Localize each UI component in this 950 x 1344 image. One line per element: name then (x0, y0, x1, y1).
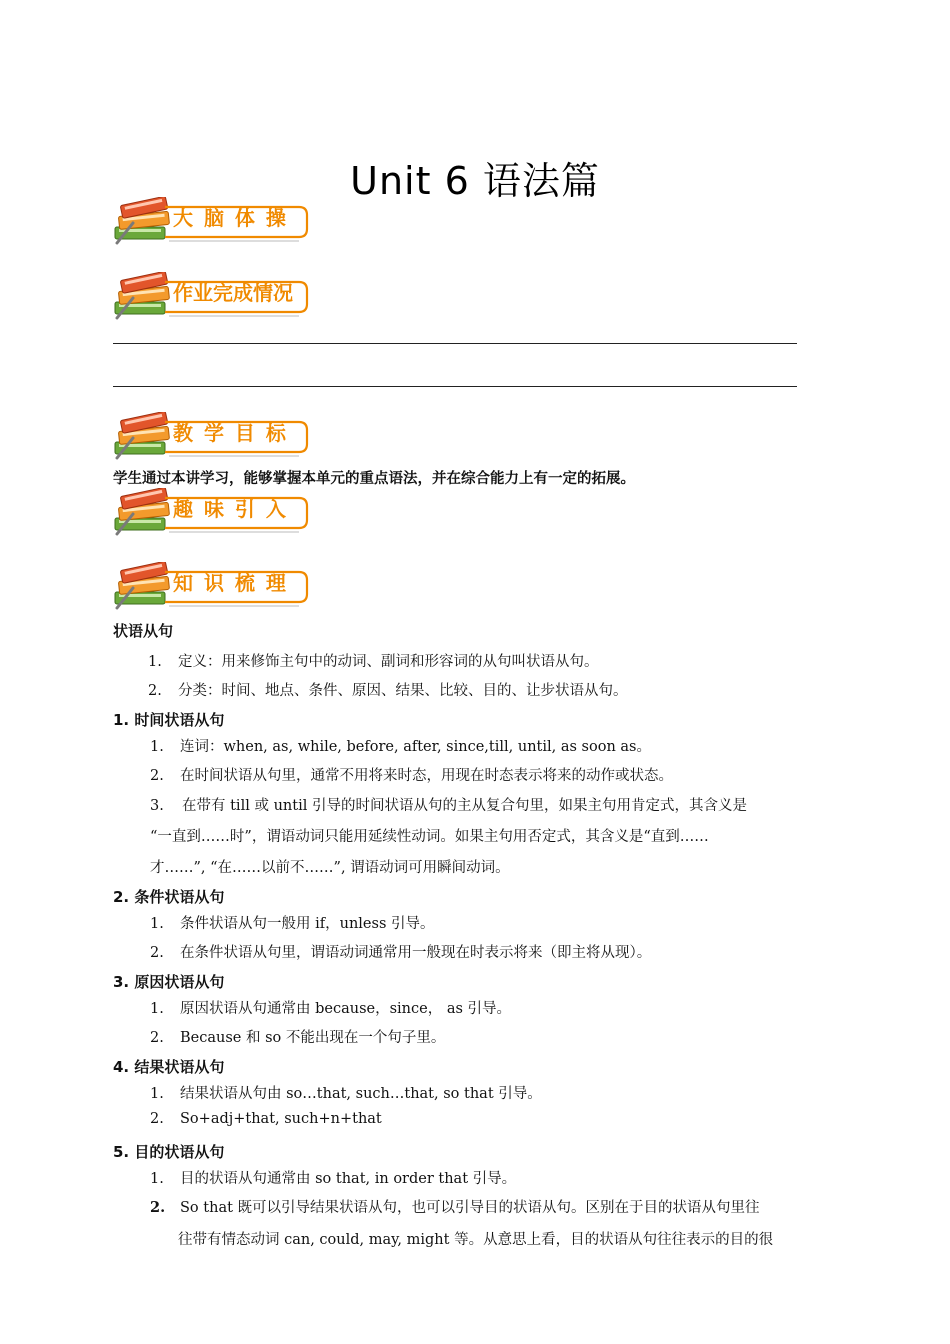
list-item: 2. 在条件状语从句里，谓语动词通常用一般现在时表示将来（即主将从现）。 (150, 945, 652, 961)
badge-label: 趣 味 引 入 (173, 497, 288, 521)
list-item: 1. 结果状语从句由 so…that, such…that, so that 引导。 (150, 1086, 542, 1102)
heading-reason-clause: 3. 原因状语从句 (113, 973, 225, 991)
badge-teaching-goals (113, 412, 313, 462)
answer-line-2 (113, 386, 797, 387)
goal-text: 学生通过本讲学习，能够掌握本单元的重点语法，并在综合能力上有一定的拓展。 (113, 471, 635, 487)
list-item: 2. Because 和 so 不能出现在一个句子里。 (150, 1030, 446, 1046)
list-item: 2. So that 既可以引导结果状语从句，也可以引导目的状语从句。区别在于目的状语从句里往 (150, 1199, 760, 1216)
heading-condition-clause: 2. 条件状语从句 (113, 888, 225, 906)
badge-homework-status (113, 272, 313, 322)
list-item: 2. 分类：时间、地点、条件、原因、结果、比较、目的、让步状语从句。 (148, 683, 628, 699)
badge-label: 作业完成情况 (173, 281, 293, 305)
section-title: 状语从句 (113, 622, 174, 640)
badge-label: 知 识 梳 理 (173, 571, 288, 595)
list-item: 1. 定义：用来修饰主句中的动词、副词和形容词的从句叫状语从句。 (148, 654, 599, 670)
answer-line-1 (113, 343, 797, 344)
list-item: 1. 条件状语从句一般用 if，unless 引导。 (150, 916, 435, 932)
list-item-continuation: 往带有情态动词 can, could, may, might 等。从意思上看，目的状语从句往往表示的目的很 (178, 1232, 774, 1248)
badge-label: 大 脑 体 操 (173, 206, 288, 230)
list-item: 2. So+adj+that, such+n+that (150, 1111, 382, 1127)
heading-purpose-clause: 5. 目的状语从句 (113, 1143, 225, 1161)
list-item: 1. 原因状语从句通常由 because，since， as 引导。 (150, 1001, 512, 1017)
list-item: 1. 目的状语从句通常由 so that, in order that 引导。 (150, 1171, 517, 1187)
badge-fun-intro (113, 488, 313, 538)
list-item-continuation: 才……”, “在……以前不……”, 谓语动词可用瞬间动词。 (150, 860, 510, 876)
list-item: 3. 在带有 till 或 until 引导的时间状语从句的主从复合句里，如果主句用肯定式，其含义是 (150, 798, 747, 814)
list-item: 1. 连词：when, as, while, before, after, since,till, until, as soon as。 (150, 739, 651, 755)
heading-result-clause: 4. 结果状语从句 (113, 1058, 225, 1076)
badge-label: 教 学 目 标 (173, 421, 288, 445)
page-title: Unit 6 语法篇 (350, 159, 600, 203)
badge-brain-exercise (113, 197, 313, 247)
list-item-continuation: “一直到……时”，谓语动词只能用延续性动词。如果主句用否定式，其含义是“直到…… (150, 829, 709, 845)
badge-knowledge-review (113, 562, 313, 612)
list-item: 2. 在时间状语从句里，通常不用将来时态，用现在时态表示将来的动作或状态。 (150, 768, 673, 784)
heading-time-clause: 1. 时间状语从句 (113, 711, 225, 729)
